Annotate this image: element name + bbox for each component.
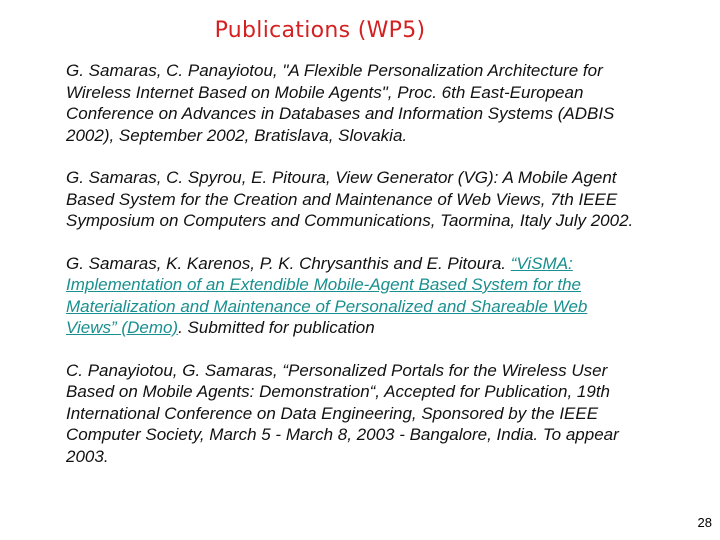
visma-demo-link[interactable]: “ViSMA: Implementation of an Extendible Mobile-Agent Based System for the Materialization and Maintenance of Personalized and Shareable Web Views” (Demo) bbox=[66, 253, 588, 337]
publication-entry-2: G. Samaras, C. Spyrou, E. Pitoura, View Generator (VG): A Mobile Agent Based System for the Creation and Maintenance of Web Views, 7th IEEE Symposium on Computers and Communications, Taormina, Italy July 2002. bbox=[66, 168, 634, 230]
publication-entry-4: C. Panayiotou, G. Samaras, “Personalized Portals for the Wireless User Based on Mobile Agents: Demonstration“, Accepted for Publication, 19th International Conference on Data Engineering, Sponsored by the IEEE Computer Society, March 5 - March 8, 2003 - Bangalore, India. To appear 2003. bbox=[66, 360, 619, 466]
publication-authors: G. Samaras, K. Karenos, P. K. Chrysanthis and E. Pitoura. bbox=[66, 253, 511, 273]
slide-title: Publications (WP5) bbox=[214, 18, 426, 43]
publication-entry-1: G. Samaras, C. Panayiotou, "A Flexible Personalization Architecture for Wireless Internet Based on Mobile Agents", Proc. 6th East-European Conference on Advances in Databases and Information Systems (ADBIS 2002), September 2002, Bratislava, Slovakia. bbox=[66, 61, 615, 145]
page-number: 28 bbox=[697, 515, 712, 530]
publication-entry-3 bbox=[66, 253, 636, 339]
publication-list bbox=[66, 60, 636, 467]
publication-status: . Submitted for publication bbox=[178, 318, 375, 337]
